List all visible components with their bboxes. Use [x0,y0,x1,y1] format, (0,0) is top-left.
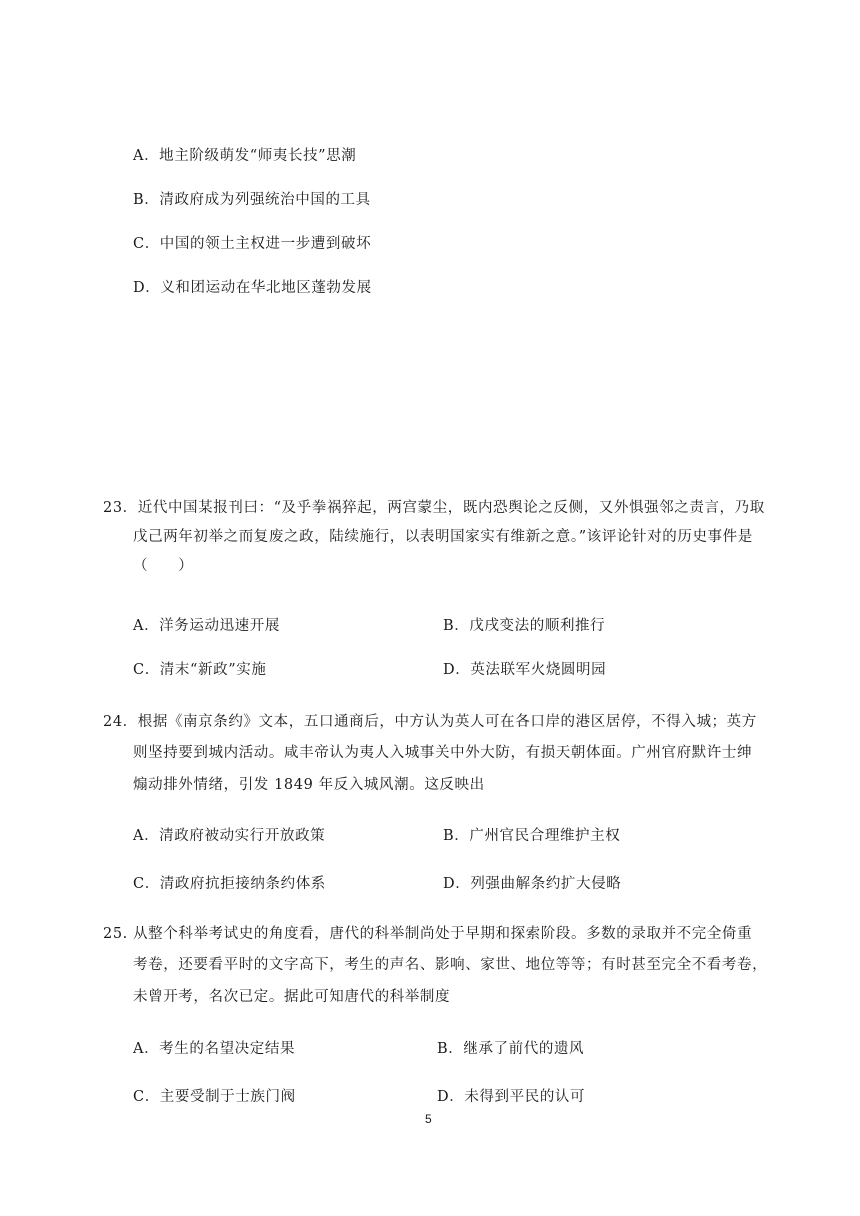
q24-stem-line3: 煽动排外情绪，引发 1849 年反入城风潮。这反映出 [133,777,485,793]
q22-option-a: A．地主阶级萌发“师夷长技”思潮 [133,148,357,164]
q23-option-b: B．戊戌变法的顺利推行 [443,618,606,634]
q23-option-c: C．清末“新政”实施 [133,662,267,678]
q22-option-b: B．清政府成为列强统治中国的工具 [133,192,371,208]
q24-stem-line1: 24．根据《南京条约》文本，五口通商后，中方认为英人可在各口岸的港区居停，不得入城；英方 [103,714,757,730]
q22-option-d: D．义和团运动在华北地区蓬勃发展 [133,280,372,296]
q25-option-b: B．继承了前代的遗风 [437,1041,585,1057]
q23-stem-line1: 23．近代中国某报刊曰：“及乎拳祸猝起，两宫蒙尘，既内恐舆论之反侧，又外惧强邻之责言，乃取 [103,500,765,516]
q22-option-c: C．中国的领土主权进一步遭到破坏 [133,236,372,252]
q23-answer-blank: （ ） [133,558,194,574]
q24-option-d: D．列强曲解条约扩大侵略 [443,876,622,892]
q23-option-a: A．洋务运动迅速开展 [133,618,280,634]
page-number: 5 [425,1112,432,1126]
q25-stem-line2: 考卷，还要看平时的文字高下，考生的声名、影响、家世、地位等等；有时甚至完全不看考卷， [133,957,768,973]
q25-option-d: D．未得到平民的认可 [437,1089,586,1105]
q23-option-d: D．英法联军火烧圆明园 [443,662,607,678]
q24-option-b: B．广州官民合理维护主权 [443,828,621,844]
q25-stem-line1: 25. 从整个科举考试史的角度看，唐代的科举制尚处于早期和探索阶段。多数的录取并不完全倚重 [103,926,753,942]
q23-stem-line2: 戊己两年初举之而复废之政，陆续施行，以表明国家实有维新之意。”该评论针对的历史事件是 [133,529,753,545]
q25-stem-line3: 未曾开考，名次已定。据此可知唐代的科举制度 [133,989,451,1005]
q24-option-c: C．清政府抗拒接纳条约体系 [133,876,326,892]
q24-option-a: A．清政府被动实行开放政策 [133,828,326,844]
q24-stem-line2: 则坚持要到城内活动。咸丰帝认为夷人入城事关中外大防，有损天朝体面。广州官府默许士绅 [133,745,753,761]
q25-option-a: A．考生的名望决定结果 [133,1041,296,1057]
q25-option-c: C．主要受制于士族门阀 [133,1089,296,1105]
